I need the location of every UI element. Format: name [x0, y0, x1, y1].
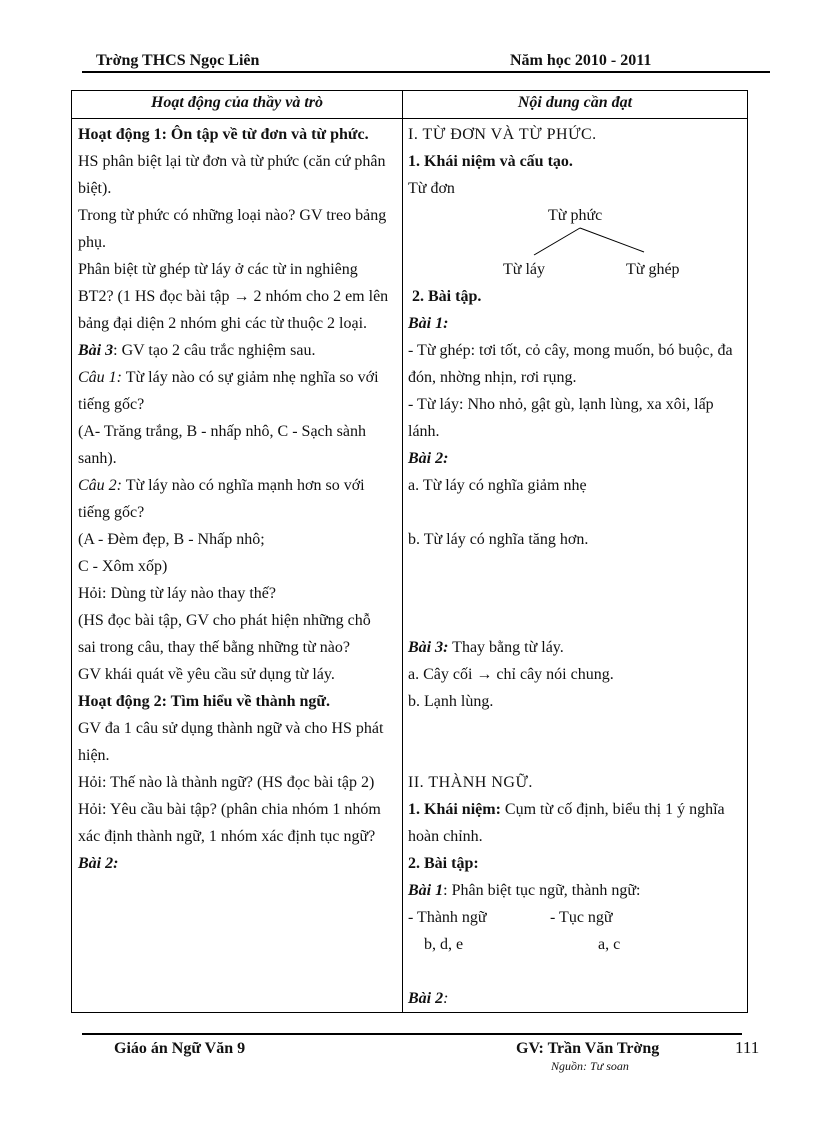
section-1-exercises: 2. Bài tập. — [412, 288, 482, 305]
word-structure-diagram — [408, 175, 740, 283]
question-1-options: (A- Trăng trắng, B - nhấp nhô, C - Sạch sành sanh). — [78, 423, 366, 467]
section-2-concept — [408, 796, 740, 850]
section-2-exercise-2-label: Bài 2 — [408, 990, 444, 1007]
exercise-3-answer-a: a. Cây cối → chỉ cây nói chung. — [408, 666, 614, 683]
exercise-3-label: Bài 3: — [408, 639, 449, 656]
left-column — [78, 121, 390, 877]
idiom-proverb-items — [408, 931, 740, 958]
question-1-text: Từ láy nào có sự giảm nhẹ nghĩa so với tiếng gốc? — [78, 369, 379, 413]
section-2-exercise-1-text: : Phân biệt tục ngữ, thành ngữ: — [443, 882, 641, 899]
header-school: Trờng THCS Ngọc Liên — [96, 52, 260, 69]
section-2-exercises: 2. Bài tập: — [408, 855, 479, 872]
diagram-reduplicative-word: Từ láy — [503, 261, 545, 278]
exercise-2-answer-a: a. Từ láy có nghĩa giảm nhẹ — [408, 477, 587, 494]
question-replace-detail: (HS đọc bài tập, GV cho phát hiện những chỗ sai trong câu, thay thế bằng những từ nào? — [78, 612, 371, 656]
footer-source: Nguồn: Tư soan — [551, 1059, 629, 1073]
section-1-concept: 1. Khái niệm và cấu tạo. — [408, 153, 573, 170]
question-1 — [78, 364, 390, 418]
lesson-table — [71, 90, 748, 1013]
exercise-1-label: Bài 1: — [408, 315, 449, 332]
activity-1-step-2: Trong từ phức có những loại nào? GV treo bảng phụ. — [78, 207, 387, 251]
page-number: 111 — [735, 1038, 760, 1057]
teacher-summary: GV khái quát về yêu cầu sử dụng từ láy. — [78, 666, 335, 683]
section-2-exercise-1-label: Bài 1 — [408, 882, 444, 899]
column-header-content: Nội dung cần đạt — [517, 94, 633, 111]
question-2-label: Câu 2: — [78, 477, 122, 494]
diagram-compound-word-type: Từ ghép — [626, 261, 680, 278]
section-2-concept-label: 1. Khái niệm: — [408, 801, 501, 818]
question-replace: Hỏi: Dùng từ láy nào thay thế? — [78, 585, 276, 602]
diagram-branch-lines — [408, 175, 740, 283]
question-1-label: Câu 1: — [78, 369, 122, 386]
header-row-divider — [72, 118, 747, 119]
right-column — [408, 121, 740, 1012]
activity-2-step-2: Hỏi: Thế nào là thành ngữ? (HS đọc bài tập 2) — [78, 774, 375, 791]
exercise-3-instruction — [78, 337, 390, 364]
left-exercise-2-label: Bài 2: — [78, 855, 119, 872]
question-2 — [78, 472, 390, 526]
proverb-header: - Tục ngữ — [550, 909, 613, 926]
idiom-header: - Thành ngữ — [408, 909, 487, 926]
exercise-3-text: Thay bằng từ láy. — [448, 639, 564, 656]
question-2-options-2: C - Xôm xốp) — [78, 558, 168, 575]
section-2-title: II. THÀNH NGỮ. — [408, 774, 533, 791]
section-2-exercise-1 — [408, 877, 740, 904]
activity-1-step-3: Phân biệt từ ghép từ láy ở các từ in nghiêng BT2? (1 HS đọc bài tập → 2 nhóm cho 2 em lên bảng đại diện 2 nhóm ghi các từ thuộc 2 loại. — [78, 261, 389, 332]
proverb-items: a, c — [598, 936, 621, 953]
exercise-2-answer-b: b. Từ láy có nghĩa tăng hơn. — [408, 531, 589, 548]
column-header-activities: Hoạt động của thầy và trò — [150, 94, 323, 111]
exercise-3 — [408, 634, 740, 661]
exercise-3-text: : GV tạo 2 câu trắc nghiệm sau. — [113, 342, 316, 359]
footer-lesson-plan: Giáo án Ngữ Văn 9 — [114, 1040, 246, 1057]
diagram-simple-word: Từ đơn — [408, 180, 455, 197]
exercise-2-label: Bài 2: — [408, 450, 449, 467]
activity-2-step-3: Hỏi: Yêu cầu bài tập? (phân chia nhóm 1 nhóm xác định thành ngữ, 1 nhóm xác định tục ngữ? — [78, 801, 381, 845]
column-divider — [402, 91, 403, 1012]
question-2-text: Từ láy nào có nghĩa mạnh hơn so với tiếng gốc? — [78, 477, 365, 521]
activity-2-step-1: GV đa 1 câu sử dụng thành ngữ và cho HS phát hiện. — [78, 720, 384, 764]
section-2-concept-text: Cụm từ cố định, biểu thị 1 ý nghĩa hoàn chỉnh. — [408, 801, 725, 845]
activity-2-title: Hoạt động 2: Tìm hiểu về thành ngữ. — [78, 693, 331, 710]
footer-teacher: GV: Trần Văn Trờng — [516, 1040, 660, 1057]
question-2-options-1: (A - Đèm đẹp, B - Nhấp nhô; — [78, 531, 265, 548]
activity-1-title: Hoạt động 1: Ôn tập về từ đơn và từ phức. — [78, 126, 369, 143]
activity-1-step-1: HS phân biệt lại từ đơn và từ phức (căn cứ phân biệt). — [78, 153, 386, 197]
diagram-compound-word: Từ phức — [548, 207, 603, 224]
header-school-year: Năm học 2010 - 2011 — [510, 52, 652, 69]
exercise-1-compound: - Từ ghép: tơi tốt, cỏ cây, mong muốn, bó buộc, đa đón, nhờng nhịn, rơi rụng. — [408, 342, 733, 386]
section-2-exercise-2-colon: : — [443, 990, 449, 1007]
footer-divider — [82, 1033, 742, 1035]
exercise-1-reduplicative: - Từ láy: Nho nhỏ, gật gù, lạnh lùng, xa xôi, lấp lánh. — [408, 396, 714, 440]
header-divider — [82, 71, 770, 73]
exercise-3-answer-b: b. Lạnh lùng. — [408, 693, 494, 710]
section-2-exercise-2 — [408, 985, 740, 1012]
exercise-3-label: Bài 3 — [78, 342, 114, 359]
idiom-items: b, d, e — [424, 936, 464, 953]
section-1-title: I. TỪ ĐƠN VÀ TỪ PHỨC. — [408, 126, 597, 143]
idiom-proverb-headers — [408, 904, 740, 931]
